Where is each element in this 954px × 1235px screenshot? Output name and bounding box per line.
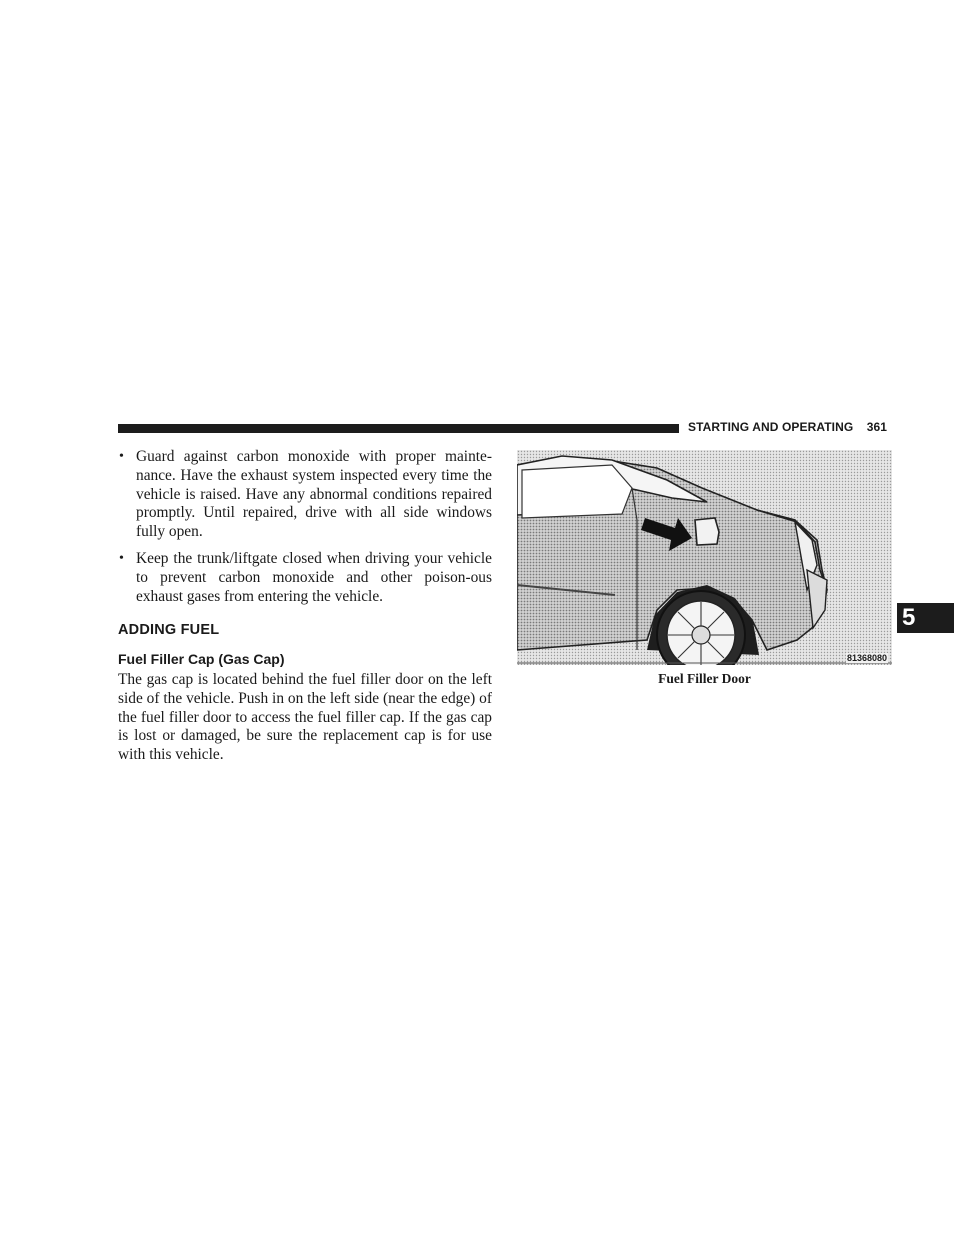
bullet-item <box>118 448 492 542</box>
header-rule <box>118 424 679 433</box>
running-header <box>688 420 887 434</box>
bullet-text: Guard against carbon monoxide with proper mainte-nance. Have the exhaust system inspected every time the vehicle is raised. Have any abnormal conditions repaired promptly. Until repaired, drive with all side windows fully open. <box>136 448 492 541</box>
left-column <box>118 448 492 765</box>
bullet-text: Keep the trunk/liftgate closed when driving your vehicle to prevent carbon monoxide and other poison-ous exhaust gases from entering the vehicle. <box>136 549 492 605</box>
figure-code: 81368080 <box>846 653 887 663</box>
bullet-icon: • <box>119 550 124 566</box>
header-section-title: STARTING AND OPERATING <box>688 420 854 434</box>
body-paragraph: The gas cap is located behind the fuel filler door on the left side of the vehicle. Push in on the left side (near the edge) of the fuel filler door to access the fuel filler cap. If the gas cap is lost or damaged, be sure the replacement cap is for use with this vehicle. <box>118 670 492 764</box>
chapter-tab: 5 <box>897 603 954 633</box>
bullet-item <box>118 550 492 606</box>
side-window <box>522 465 632 518</box>
page-number: 361 <box>866 420 888 434</box>
fuel-filler-door <box>695 518 719 545</box>
fuel-filler-door-figure <box>517 450 892 665</box>
figure-caption: Fuel Filler Door <box>658 671 751 686</box>
section-title: ADDING FUEL <box>118 622 220 639</box>
bullet-icon: • <box>119 449 124 464</box>
car-fuel-door-illustration-icon <box>517 450 892 665</box>
subsection-title: Fuel Filler Cap (Gas Cap) <box>118 651 285 668</box>
